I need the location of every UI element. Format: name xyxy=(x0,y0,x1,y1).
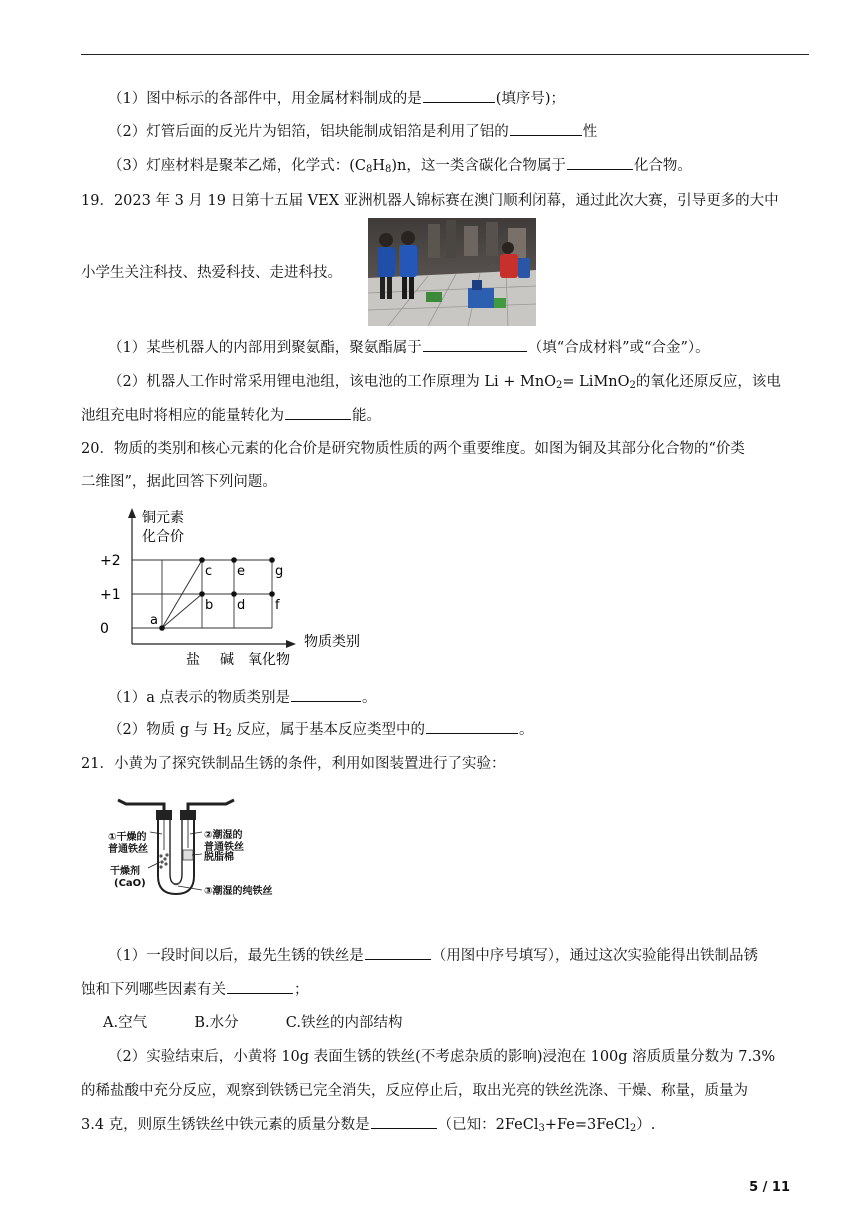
q20-part2: （2）物质 g 与 $H_2$ 反应，属于基本反应类型中的 。 xyxy=(108,719,533,741)
point-label-c: c xyxy=(205,564,213,579)
answer-blank[interactable] xyxy=(423,337,527,352)
robot-competition-photo xyxy=(368,218,536,326)
label-wet-wire-2: 普通铁丝 xyxy=(204,842,244,853)
answer-blank[interactable] xyxy=(426,719,518,734)
page-number: 5 / 11 xyxy=(749,1180,790,1195)
answer-blank[interactable] xyxy=(285,405,351,420)
valence-class-chart xyxy=(98,504,388,676)
y-tick-label: +2 xyxy=(100,553,121,569)
point-c xyxy=(199,557,205,563)
q20-stem-line2: 二维图”，据此回答下列问题。 xyxy=(81,474,277,490)
q21-part2-line1: （2）实验结束后，小黄将 10g 表面生锈的铁丝(不考虑杂质的影响)浸泡在 100g 溶质质量分数为 7.3% xyxy=(108,1049,776,1065)
point-label-f: f xyxy=(275,598,280,613)
answer-blank[interactable] xyxy=(510,121,582,136)
q18-part2: （2）灯管后面的反光片为铝箔，铝块能制成铝箔是利用了铝的 性 xyxy=(108,121,597,143)
q20-part1: （1）a 点表示的物质类别是 。 xyxy=(108,687,376,709)
q18-part3: （3）灯座材料是聚苯乙烯，化学式：$(C_8H_8)n$，这一类含碳化合物属于 化合物。 xyxy=(108,155,692,177)
answer-blank[interactable] xyxy=(567,155,633,170)
drying-agent-cao xyxy=(159,853,168,868)
option-c[interactable]: C.铁丝的内部结构 xyxy=(285,1015,403,1031)
point-label-d: d xyxy=(237,598,246,613)
q20-stem-line1: 20．物质的类别和核心元素的化合价是研究物质性质的两个重要维度。如图为铜及其部分化合物的“价类 xyxy=(81,441,745,457)
q19-part2-line1: （2）机器人工作时常采用锂电池组，该电池的工作原理为 Li + MnO$_2$= LiMnO$_2$的氧化还原反应，该电 xyxy=(108,374,781,391)
answer-blank[interactable] xyxy=(371,1114,437,1129)
cotton xyxy=(183,850,193,860)
q21-part1-line2: 蚀和下列哪些因素有关 ； xyxy=(81,979,309,1001)
label-dry-wire-1: ①干燥的 xyxy=(108,832,147,843)
q21-options xyxy=(103,1012,402,1034)
x-axis-arrow xyxy=(286,640,296,648)
point-label-a: a xyxy=(150,613,158,628)
point-label-g: g xyxy=(275,564,284,579)
q18-part1: （1）图中标示的各部件中，用金属材料制成的是 (填序号)； xyxy=(108,88,565,110)
point-a xyxy=(159,625,165,631)
point-g xyxy=(269,557,275,563)
y-axis-title-line1: 铜元素 xyxy=(142,510,184,526)
answer-blank[interactable] xyxy=(291,687,361,702)
point-label-b: b xyxy=(205,598,214,613)
y-axis-title-line2: 化合价 xyxy=(142,529,184,545)
label-wet-wire-1: ②潮湿的 xyxy=(204,830,243,841)
wire-3 xyxy=(172,882,180,885)
label-pure-wire: ③潮湿的纯铁丝 xyxy=(204,886,273,897)
point-label-e: e xyxy=(237,564,245,579)
option-b[interactable]: B.水分 xyxy=(194,1015,239,1031)
q21-stem: 21．小黄为了探究铁制品生锈的条件，利用如图装置进行了实验： xyxy=(81,756,506,772)
q19-part1: （1）某些机器人的内部用到聚氨酯，聚氨酯属于 （填“合成材料”或“合金”）。 xyxy=(108,337,710,359)
y-tick-label: +1 xyxy=(100,587,121,603)
wire-hook-left xyxy=(118,800,164,810)
label-dry-wire-2: 普通铁丝 xyxy=(108,844,148,855)
q19-stem-line2: 小学生关注科技、热爱科技、走进科技。 xyxy=(81,265,342,281)
option-a[interactable]: A.空气 xyxy=(103,1015,148,1031)
q21-part2-line2: 的稀盐酸中充分反应，观察到铁锈已完全消失，反应停止后，取出光亮的铁丝洗涤、干燥、称量，质量为 xyxy=(81,1083,748,1099)
label-cao: (CaO) xyxy=(114,878,146,889)
y-tick-label: 0 xyxy=(100,621,109,637)
x-tick-label: 氧化物 xyxy=(248,652,290,668)
connector-a-b xyxy=(162,594,202,628)
point-d xyxy=(231,591,237,597)
x-tick-label: 碱 xyxy=(220,652,234,668)
q19-part2-line2: 池组充电时将相应的能量转化为 能。 xyxy=(81,405,381,427)
wire-hook-right xyxy=(188,800,234,810)
q21-part1-line1: （1）一段时间以后，最先生锈的铁丝是 （用图中序号填写），通过这次实验能得出铁制品锈 xyxy=(108,945,758,967)
answer-blank[interactable] xyxy=(423,88,495,103)
iron-rust-apparatus xyxy=(106,798,318,902)
answer-blank[interactable] xyxy=(365,945,431,960)
x-tick-label: 盐 xyxy=(186,652,200,668)
point-f xyxy=(269,591,275,597)
u-tube-inner xyxy=(170,820,182,884)
y-axis-arrow xyxy=(128,508,136,518)
label-cotton: 脱脂棉 xyxy=(204,852,234,863)
x-axis-title: 物质类别 xyxy=(304,634,360,650)
label-desiccant: 干燥剂 xyxy=(110,866,140,877)
header-rule xyxy=(81,54,809,55)
q21-part2-line3: 3.4 克，则原生锈铁丝中铁元素的质量分数是 （已知：2FeCl$_3$+Fe=3FeCl$_2$）. xyxy=(81,1114,655,1136)
answer-blank[interactable] xyxy=(227,979,293,994)
point-b xyxy=(199,591,205,597)
stopper-left xyxy=(156,810,172,820)
q19-stem-line1: 19．2023 年 3 月 19 日第十五届 VEX 亚洲机器人锦标赛在澳门顺利闭幕，通过此次大赛，引导更多的大中 xyxy=(81,193,779,209)
stopper-right xyxy=(180,810,196,820)
point-e xyxy=(231,557,237,563)
